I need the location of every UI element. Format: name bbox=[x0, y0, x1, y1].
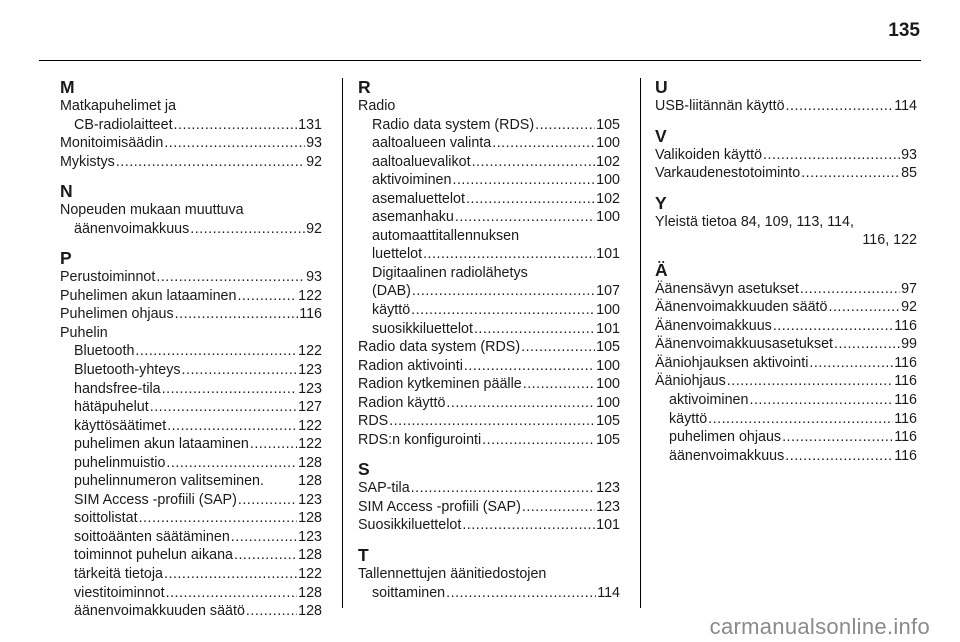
index-term: Puhelimen akun lataaminen bbox=[60, 287, 237, 304]
index-column-3 bbox=[655, 78, 917, 465]
index-term-line: Digitaalinen radiolähetys bbox=[372, 264, 528, 281]
index-term: Bluetooth bbox=[74, 343, 135, 360]
dot-leader bbox=[446, 584, 596, 603]
index-letter-heading: U bbox=[655, 77, 668, 97]
index-letter-heading: V bbox=[655, 125, 667, 146]
index-term: puhelinnumeron valitseminen. bbox=[74, 473, 264, 490]
page-reference: 122 bbox=[298, 417, 322, 434]
page-reference: 116 bbox=[894, 410, 917, 427]
dot-leader bbox=[238, 491, 297, 510]
index-subentry bbox=[358, 282, 620, 301]
page-reference: 93 bbox=[306, 269, 322, 286]
index-subentry bbox=[60, 454, 322, 473]
dot-leader bbox=[412, 282, 595, 301]
index-term: puhelinmuistio bbox=[74, 454, 166, 471]
dot-leader bbox=[246, 602, 297, 621]
dot-leader bbox=[773, 317, 893, 336]
index-letter-heading: M bbox=[60, 77, 75, 97]
page-reference: 123 bbox=[298, 380, 322, 397]
page-reference: 85 bbox=[901, 165, 917, 182]
page-reference: 105 bbox=[596, 339, 620, 356]
index-entry bbox=[358, 338, 620, 357]
index-term: Mykistys bbox=[60, 153, 115, 170]
index-term: SAP-tila bbox=[358, 480, 410, 497]
dot-leader bbox=[231, 528, 297, 547]
index-term: Ääniohjaus bbox=[655, 373, 726, 390]
index-term: Äänenvoimakkuus bbox=[655, 317, 772, 334]
page-reference: 101 bbox=[596, 320, 620, 337]
index-subentry bbox=[358, 301, 620, 320]
dot-leader bbox=[535, 116, 595, 135]
index-entry bbox=[60, 305, 322, 324]
index-subentry bbox=[60, 435, 322, 454]
index-term-line: Radio bbox=[358, 98, 396, 114]
index-subentry bbox=[655, 410, 917, 429]
dot-leader bbox=[162, 380, 298, 399]
page-reference: 122 bbox=[298, 436, 322, 453]
index-subentry bbox=[358, 171, 620, 190]
page-reference: 116 bbox=[299, 306, 322, 323]
watermark: carmanualsonline.info bbox=[709, 614, 930, 639]
index-subentry bbox=[60, 491, 322, 510]
index-term: asemanhaku bbox=[372, 209, 454, 226]
index-term: hätäpuhelut bbox=[74, 399, 149, 416]
index-letter-heading: N bbox=[60, 181, 73, 202]
page-reference: 128 bbox=[298, 584, 322, 601]
index-letter-heading: R bbox=[358, 77, 371, 97]
index-term-line: Puhelin bbox=[60, 324, 108, 341]
index-term: Radion käyttö bbox=[358, 394, 446, 411]
dot-leader bbox=[237, 287, 297, 306]
index-term: puhelimen ohjaus bbox=[669, 429, 782, 446]
page-reference: 99 bbox=[901, 336, 917, 353]
dot-leader bbox=[250, 435, 297, 454]
page-reference: 105 bbox=[596, 431, 620, 448]
dot-leader bbox=[785, 447, 893, 466]
index-term: Perustoiminnot bbox=[60, 269, 156, 286]
dot-leader bbox=[782, 428, 893, 447]
index-entry bbox=[60, 134, 322, 153]
dot-leader bbox=[135, 342, 297, 361]
index-term: Äänenvoimakkuuden säätö bbox=[655, 299, 828, 316]
index-subentry bbox=[655, 391, 917, 410]
index-term: aaltoalueen valinta bbox=[372, 135, 492, 152]
index-term: SIM Access -profiili (SAP) bbox=[74, 491, 237, 508]
dot-leader bbox=[708, 410, 893, 429]
page-reference: 123 bbox=[596, 480, 620, 497]
index-term-line: Matkapuhelimet ja bbox=[60, 98, 177, 114]
page-reference: 123 bbox=[596, 498, 620, 515]
index-subentry bbox=[60, 417, 322, 436]
index-subentry bbox=[60, 509, 322, 528]
page-reference: 100 bbox=[596, 302, 620, 319]
index-subentry bbox=[358, 116, 620, 135]
index-term: aktivoiminen bbox=[669, 392, 749, 409]
index-letter-heading: Y bbox=[655, 192, 667, 213]
index-term: Radion kytkeminen päälle bbox=[358, 376, 522, 393]
dot-leader bbox=[190, 220, 305, 239]
index-term: aaltoaluevalikot bbox=[372, 153, 471, 170]
page-reference: 100 bbox=[596, 135, 620, 152]
index-term: Äänensävyn asetukset bbox=[655, 280, 799, 297]
index-term: toiminnot puhelun aikana bbox=[74, 547, 233, 564]
dot-leader bbox=[521, 338, 595, 357]
dot-leader bbox=[523, 375, 595, 394]
page-number: 135 bbox=[888, 20, 920, 41]
dot-leader bbox=[800, 280, 900, 299]
index-page-list-continuation: 116, 122 bbox=[862, 232, 917, 249]
page-reference: 100 bbox=[596, 172, 620, 189]
dot-leader bbox=[166, 454, 297, 473]
index-entry bbox=[655, 335, 917, 354]
index-term: Suosikkiluettelot bbox=[358, 517, 462, 534]
dot-leader bbox=[464, 357, 595, 376]
page-reference: 123 bbox=[298, 528, 322, 545]
index-subentry bbox=[358, 153, 620, 172]
index-entry bbox=[60, 153, 322, 172]
dot-leader bbox=[482, 431, 595, 450]
index-term-line: Tallennettujen äänitiedostojen bbox=[358, 566, 547, 583]
index-term: tärkeitä tietoja bbox=[74, 566, 164, 583]
index-term: soittolistat bbox=[74, 510, 138, 527]
page-reference: 92 bbox=[306, 153, 322, 170]
index-entry bbox=[655, 280, 917, 299]
page-reference: 93 bbox=[306, 135, 322, 152]
index-term: Bluetooth-yhteys bbox=[74, 362, 181, 379]
index-entry bbox=[358, 394, 620, 413]
index-term: äänenvoimakkuus bbox=[74, 220, 190, 237]
page-reference: 128 bbox=[298, 473, 322, 490]
page-reference: 128 bbox=[298, 603, 322, 620]
index-term: käyttö bbox=[372, 302, 411, 319]
index-term: SIM Access -profiili (SAP) bbox=[358, 498, 521, 515]
index-term: käyttösäätimet bbox=[74, 417, 167, 434]
page-reference: 122 bbox=[298, 287, 322, 304]
dot-leader bbox=[834, 335, 900, 354]
index-subentry bbox=[60, 528, 322, 547]
page-reference: 123 bbox=[298, 362, 322, 379]
index-term-line: Yleistä tietoa 84, 109, 113, 114, bbox=[655, 213, 854, 230]
index-entry bbox=[358, 357, 620, 376]
dot-leader bbox=[175, 305, 299, 324]
index-subentry bbox=[60, 361, 322, 380]
dot-leader bbox=[116, 153, 305, 172]
dot-leader bbox=[167, 417, 297, 436]
page-reference: 101 bbox=[596, 517, 620, 534]
index-letter-heading: T bbox=[358, 545, 369, 566]
index-letter-heading: S bbox=[358, 459, 370, 480]
index-subentry bbox=[358, 320, 620, 339]
dot-leader bbox=[446, 394, 595, 413]
index-entry bbox=[655, 146, 917, 165]
index-entry bbox=[655, 97, 917, 116]
index-term: USB-liitännän käyttö bbox=[655, 98, 785, 114]
dot-leader bbox=[389, 412, 595, 431]
dot-leader bbox=[492, 134, 595, 153]
index-subentry bbox=[60, 472, 322, 491]
page-reference: 116 bbox=[894, 447, 917, 464]
index-subentry bbox=[358, 584, 620, 603]
page-reference: 93 bbox=[901, 146, 917, 163]
index-term: handsfree-tila bbox=[74, 380, 161, 397]
dot-leader bbox=[522, 498, 595, 517]
dot-leader bbox=[455, 208, 595, 227]
index-subentry bbox=[358, 134, 620, 153]
index-entry bbox=[655, 354, 917, 373]
page-reference: 102 bbox=[596, 190, 620, 207]
index-term: Äänenvoimakkuusasetukset bbox=[655, 336, 834, 353]
page-reference: 105 bbox=[596, 413, 620, 430]
page-reference: 116 bbox=[894, 373, 917, 390]
page-reference: 92 bbox=[901, 299, 917, 316]
index-term: soittaminen bbox=[372, 584, 446, 601]
index-subentry bbox=[655, 447, 917, 466]
page-reference: 116 bbox=[894, 317, 917, 334]
index-term: RDS bbox=[358, 413, 389, 430]
index-entry bbox=[655, 372, 917, 391]
page-reference: 92 bbox=[306, 220, 322, 237]
index-entry bbox=[358, 431, 620, 450]
index-entry bbox=[60, 287, 322, 306]
index-term: soittoäänten säätäminen bbox=[74, 528, 230, 545]
index-term: asemaluettelot bbox=[372, 190, 465, 207]
index-subentry bbox=[60, 380, 322, 399]
page-reference: 122 bbox=[298, 343, 322, 360]
index-entry bbox=[655, 298, 917, 317]
dot-leader bbox=[164, 134, 305, 153]
dot-leader bbox=[411, 479, 595, 498]
index-subentry bbox=[60, 584, 322, 603]
dot-leader bbox=[727, 372, 893, 391]
page-reference: 128 bbox=[298, 547, 322, 564]
dot-leader bbox=[828, 298, 900, 317]
page-reference: 114 bbox=[597, 584, 620, 601]
index-letter-heading: P bbox=[60, 248, 72, 269]
index-term: CB-radiolaitteet bbox=[74, 116, 173, 133]
page-reference: 101 bbox=[596, 246, 620, 263]
index-letter-heading: Ä bbox=[655, 259, 668, 280]
index-subentry bbox=[60, 116, 322, 135]
index-term: viestitoiminnot bbox=[74, 584, 165, 601]
page-reference: 107 bbox=[596, 283, 620, 300]
index-column-1 bbox=[60, 78, 322, 621]
index-term: Puhelimen ohjaus bbox=[60, 306, 174, 323]
index-column-2 bbox=[358, 78, 620, 602]
index-term: Valikoiden käyttö bbox=[655, 146, 763, 163]
index-term: äänenvoimakkuus bbox=[669, 447, 785, 464]
dot-leader bbox=[466, 190, 595, 209]
page-reference: 114 bbox=[894, 98, 917, 114]
page-reference: 100 bbox=[596, 209, 620, 226]
index-term-line: Nopeuden mukaan muuttuva bbox=[60, 202, 244, 219]
dot-leader bbox=[139, 509, 298, 528]
index-subentry bbox=[655, 428, 917, 447]
dot-leader bbox=[234, 546, 297, 565]
dot-leader bbox=[472, 153, 596, 172]
dot-leader bbox=[174, 116, 298, 135]
index-term: puhelimen akun lataaminen bbox=[74, 436, 249, 453]
index-entry bbox=[358, 412, 620, 431]
index-term: Radion aktivointi bbox=[358, 357, 463, 374]
index-term: aktivoiminen bbox=[372, 172, 452, 189]
index-entry bbox=[60, 268, 322, 287]
dot-leader bbox=[166, 584, 298, 603]
page-reference: 100 bbox=[596, 357, 620, 374]
page-reference: 97 bbox=[901, 280, 917, 297]
page-reference: 116 bbox=[894, 354, 917, 371]
index-term: luettelot bbox=[372, 246, 423, 263]
index-term-line: automaattitallennuksen bbox=[372, 227, 520, 244]
index-term: äänenvoimakkuuden säätö bbox=[74, 603, 245, 620]
dot-leader bbox=[809, 354, 893, 373]
page-reference: 100 bbox=[596, 394, 620, 411]
index-entry bbox=[655, 317, 917, 336]
page-reference: 122 bbox=[298, 566, 322, 583]
index-entry bbox=[358, 479, 620, 498]
dot-leader bbox=[462, 516, 595, 535]
header-rule bbox=[39, 60, 921, 61]
dot-leader bbox=[150, 398, 297, 417]
index-term: Radio data system (RDS) bbox=[372, 116, 535, 133]
column-divider bbox=[640, 78, 641, 608]
index-subentry bbox=[60, 342, 322, 361]
page-reference: 100 bbox=[596, 376, 620, 393]
index-subentry bbox=[60, 546, 322, 565]
index-subentry bbox=[358, 208, 620, 227]
dot-leader bbox=[423, 245, 595, 264]
index-term: Monitoimisäädin bbox=[60, 135, 164, 152]
dot-leader bbox=[763, 146, 900, 165]
page-reference: 105 bbox=[596, 116, 620, 133]
index-term: Radio data system (RDS) bbox=[358, 339, 521, 356]
column-divider bbox=[342, 78, 343, 608]
index-term: käyttö bbox=[669, 410, 708, 427]
index-term: RDS:n konfigurointi bbox=[358, 431, 482, 448]
index-entry bbox=[358, 498, 620, 517]
page-reference: 102 bbox=[596, 153, 620, 170]
page-reference: 128 bbox=[298, 454, 322, 471]
index-entry bbox=[358, 516, 620, 535]
page-reference: 123 bbox=[298, 491, 322, 508]
page-reference: 128 bbox=[298, 510, 322, 527]
dot-leader bbox=[801, 164, 900, 183]
dot-leader bbox=[156, 268, 305, 287]
dot-leader bbox=[474, 320, 595, 339]
dot-leader bbox=[452, 171, 595, 190]
index-entry bbox=[358, 375, 620, 394]
index-subentry bbox=[358, 190, 620, 209]
index-term: Ääniohjauksen aktivointi bbox=[655, 354, 809, 371]
page-reference: 131 bbox=[298, 116, 322, 133]
index-subentry bbox=[60, 398, 322, 417]
dot-leader bbox=[749, 391, 893, 410]
page-reference: 116 bbox=[894, 392, 917, 409]
page-reference: 116 bbox=[894, 429, 917, 446]
index-subentry bbox=[358, 245, 620, 264]
page-reference: 127 bbox=[298, 399, 322, 416]
index-subentry bbox=[60, 565, 322, 584]
dot-leader bbox=[411, 301, 595, 320]
index-subentry bbox=[60, 220, 322, 239]
index-entry bbox=[655, 164, 917, 183]
index-term: (DAB) bbox=[372, 283, 411, 300]
dot-leader bbox=[164, 565, 297, 584]
dot-leader bbox=[786, 97, 894, 116]
index-subentry bbox=[60, 602, 322, 621]
index-term: suosikkiluettelot bbox=[372, 320, 473, 337]
dot-leader bbox=[182, 361, 298, 380]
index-term: Varkaudenestotoiminto bbox=[655, 165, 801, 182]
